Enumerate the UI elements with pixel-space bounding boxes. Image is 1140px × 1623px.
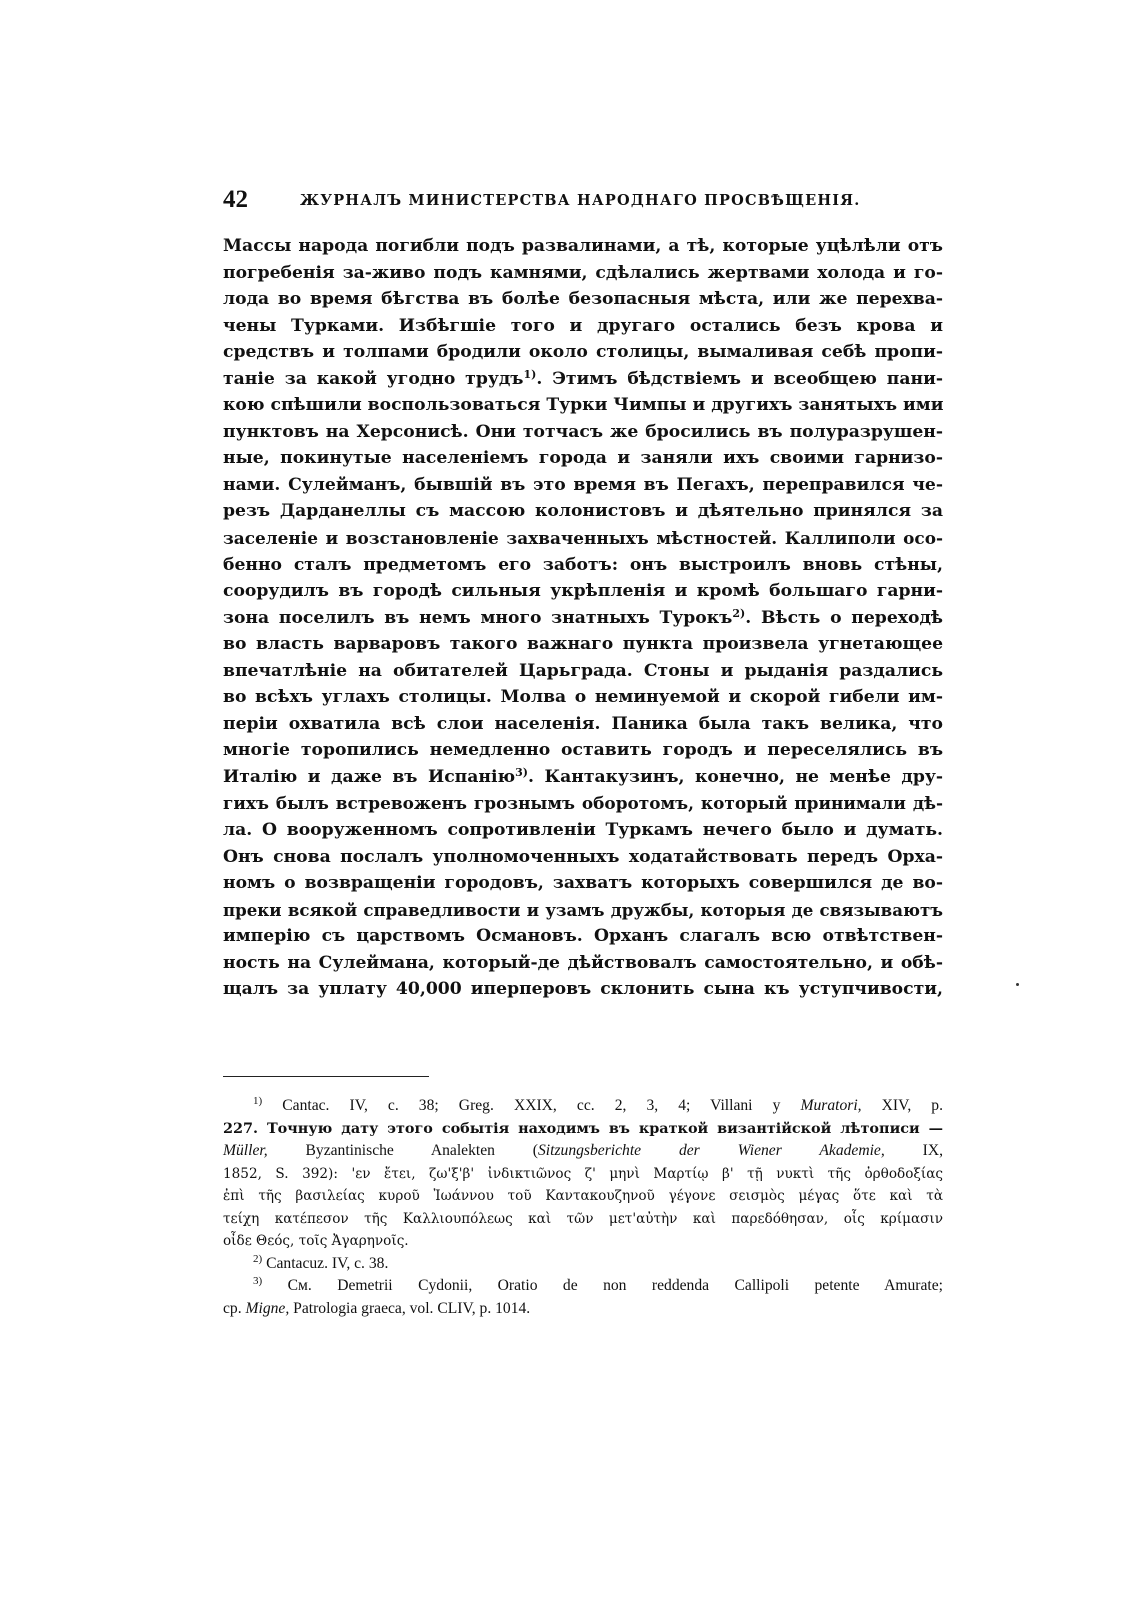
body-line xyxy=(223,605,943,632)
body-text-segment: Италію и даже въ Испанію xyxy=(223,766,516,787)
body-line: ность на Сулеймана, который-де дѣйствовалъ самостоятельно, и обѣ- xyxy=(223,952,943,973)
body-line: погребенія за-живо подъ камнями, сдѣлались жертвами холода и го- xyxy=(223,262,943,283)
body-line: Массы народа погибли подъ развалинами, а тѣ, которые уцѣлѣли отъ xyxy=(223,236,943,256)
footnote-ref-2: 2) xyxy=(732,606,746,620)
body-text-segment: . Этимъ бѣдствіемъ и всеобщею пани- xyxy=(536,368,943,389)
body-line: преки всякой справедливости и узамъ дружбы, которыя де связываютъ xyxy=(223,899,943,920)
footnote-text: cp. xyxy=(223,1299,246,1317)
footnote-text: IX, xyxy=(884,1142,943,1159)
footnote-italic: Sitzungsberichte der Wiener Akademie, xyxy=(538,1142,885,1159)
body-line: кою спѣшили воспользоваться Турки Чимпы и другихъ занятыхъ ими xyxy=(223,395,944,416)
footnote-2-line xyxy=(223,1253,943,1276)
footnote-marker-1: 1) xyxy=(253,1095,263,1107)
body-text-segment: таніе за какой угодно трудъ xyxy=(223,368,524,389)
footnote-text: Cantacuz. IV, c. 38. xyxy=(266,1254,389,1272)
body-line: Онъ снова послалъ уполномоченныхъ ходатайствовать передъ Орха- xyxy=(223,846,943,867)
footnote-italic: Müller, xyxy=(223,1142,268,1159)
footnote-marker-2: 2) xyxy=(253,1252,263,1265)
body-line: чены Турками. Избѣгшіе того и другаго остались безъ крова и xyxy=(223,315,943,336)
footnote-separator xyxy=(223,1076,429,1077)
footnote-italic: Migne, xyxy=(245,1299,290,1317)
body-line: номъ о возвращеніи городовъ, захватъ которыхъ совершился де во- xyxy=(223,873,943,894)
footnote-1-line: τείχη κατέπεσον τῆς Καλλιουπόλεως καὶ τῶν μετ'αὐτὴν καὶ παρεδόθησαν, οἷς κρίμασιν xyxy=(223,1210,943,1227)
body-line: многіе торопились немедленно оставить городъ и переселялись въ xyxy=(223,740,943,761)
body-line: во всѣхъ углахъ столицы. Молва о неминуемой и скорой гибели им- xyxy=(223,687,943,708)
body-line: пунктовъ на Херсонисѣ. Они тотчасъ же бросились въ полуразрушен- xyxy=(223,421,943,442)
body-line: щалъ за уплату 40,000 иперперовъ склонить сына къ уступчивости, xyxy=(223,979,943,1000)
footnote-3-line xyxy=(223,1298,943,1321)
footnote-text: Byzantinische Analekten ( xyxy=(267,1142,538,1159)
journal-title: ЖУРНАЛЪ МИНИСТЕРСТВА НАРОДНАГО ПРОСВѢЩЕНІЯ. xyxy=(300,192,861,209)
body-line: нами. Сулейманъ, бывшій въ это время въ Пегахъ, переправился че- xyxy=(223,474,943,495)
footnote-1-line: οἶδε Θεός, τοῖς Ἀγαρηνοῖς. xyxy=(223,1233,409,1249)
body-line: заселеніе и возстановленіе захваченныхъ мѣстностей. Каллиполи осо- xyxy=(223,528,943,549)
margin-speck xyxy=(1016,983,1019,986)
body-line xyxy=(223,366,943,393)
main-text xyxy=(223,233,943,1003)
footnote-italic: Muratori, xyxy=(800,1097,862,1114)
body-text-segment: зона поселилъ въ немъ много знатныхъ Турокъ xyxy=(223,607,733,628)
footnote-1-line xyxy=(223,1095,943,1118)
footnote-1-line: 227. Точную дату этого событія находимъ въ краткой византійской лѣтописи — xyxy=(223,1119,943,1137)
body-line: лода во время бѣгства въ болѣе безопасныя мѣста, или же перехва- xyxy=(223,289,943,310)
body-line: впечатлѣніе на обитателей Царьграда. Стоны и рыданія раздались xyxy=(223,660,943,681)
footnote-1-line: ἐπὶ τῆς βασιλείας κυροῦ Ἰωάννου τοῦ Καντακουζηνοῦ γέγονε σεισμὸς μέγας ὅτε καὶ τὰ xyxy=(223,1188,943,1204)
body-line: періи охватила всѣ слои населенія. Паника была такъ велика, что xyxy=(223,713,943,734)
page-number: 42 xyxy=(223,186,248,213)
body-line xyxy=(223,764,943,791)
body-line: соорудилъ въ городѣ сильныя укрѣпленія и кромѣ большаго гарни- xyxy=(223,581,943,602)
footnote-text: Cм. Demetrii Cydonii, Oratio de non reddenda Callipoli petente Amurate; xyxy=(287,1277,943,1294)
footnote-1-line: 1852, S. 392): 'εν ἔτει, ζω'ξ'β' ἰνδικτιῶνος ζ' μηνὶ Μαρτίῳ β' τῇ νυκτὶ τῆς ὀρθοδοξίας xyxy=(223,1165,943,1182)
footnote-text: Cantac. IV, c. 38; Greg. XXIX, cc. 2, 3, 4; Villani y xyxy=(282,1097,801,1114)
body-text-segment: . Кантакузинъ, конечно, не менѣе дру- xyxy=(528,766,943,787)
running-head xyxy=(223,186,943,220)
body-line: ла. О вооруженномъ сопротивленіи Туркамъ нечего было и думать. xyxy=(223,820,943,841)
body-line: резъ Дарданеллы съ массою колонистовъ и дѣятельно принялся за xyxy=(223,501,943,522)
footnote-1-line xyxy=(223,1140,943,1163)
body-line: имперію съ царствомъ Османовъ. Орханъ слагалъ всю отвѣтствен- xyxy=(223,926,943,947)
footnote-text: Patrologia graeca, vol. CLIV, p. 1014. xyxy=(289,1299,531,1317)
body-line: ные, покинутые населеніемъ города и заняли ихъ своими гарнизо- xyxy=(223,448,943,469)
body-line: бенно сталъ предметомъ его заботъ: онъ выстроилъ вновь стѣны, xyxy=(223,554,943,575)
footnote-ref-1: 1) xyxy=(523,367,537,381)
footnote-3-line xyxy=(223,1275,943,1298)
body-text-segment: . Вѣсть о переходѣ xyxy=(745,607,944,628)
body-line: средствъ и толпами бродили около столицы, вымаливая себѣ пропи- xyxy=(223,342,943,363)
body-line: гихъ былъ встревоженъ грознымъ оборотомъ, который принимали дѣ- xyxy=(223,793,943,814)
body-line: во власть варваровъ такого важнаго пункта произвела угнетающее xyxy=(223,634,943,655)
footnote-marker-3: 3) xyxy=(253,1275,263,1287)
footnotes xyxy=(223,1095,943,1320)
footnote-text: XIV, p. xyxy=(861,1097,943,1114)
footnote-ref-3: 3) xyxy=(515,765,528,779)
